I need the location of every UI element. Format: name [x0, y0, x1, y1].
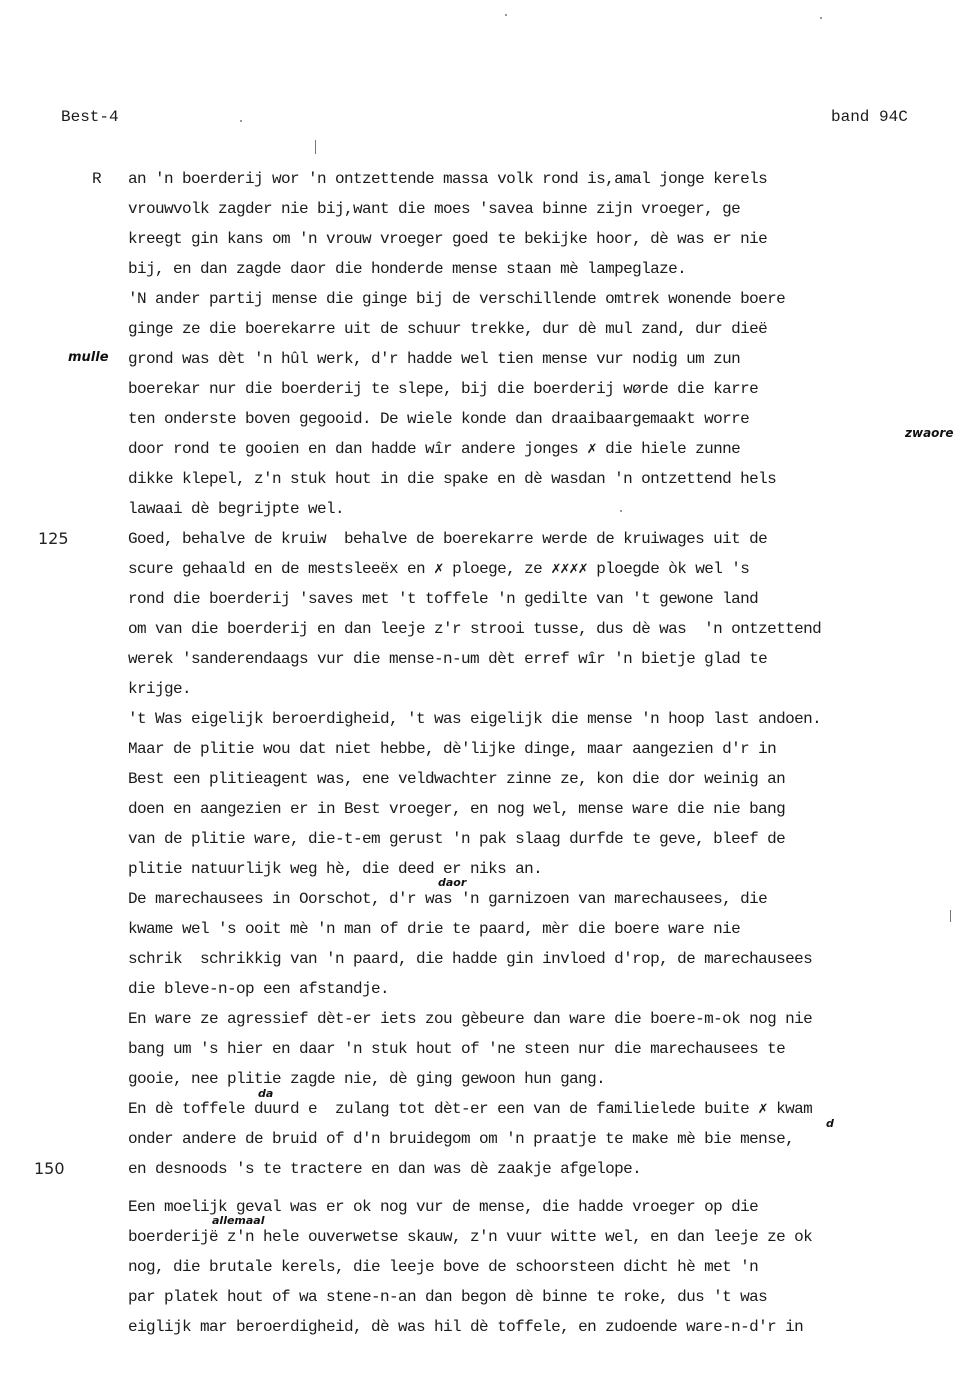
- handwritten-note-d: d: [826, 1117, 834, 1130]
- text-line: kwame wel 's ooit mè 'n man of drie te paard, mèr die boere ware nie: [128, 920, 741, 938]
- text-line: 't Was eigelijk beroerdigheid, 't was eigelijk die mense 'n hoop last andoen.: [128, 710, 822, 728]
- text-line: Maar de plitie wou dat niet hebbe, dè'lijke dinge, maar aangezien d'r in: [128, 740, 777, 758]
- text-line: van de plitie ware, die-t-em gerust 'n pak slaag durfde te geve, bleef de: [128, 830, 786, 848]
- text-line: doen en aangezien er in Best vroeger, en nog wel, mense ware die nie bang: [128, 800, 786, 818]
- text-line: schrik schrikkig van 'n paard, die hadde gin invloed d'rop, de marechausees: [128, 950, 813, 968]
- scan-speck: [315, 140, 316, 154]
- text-line: eiglijk mar beroerdigheid, dè was hil dè toffele, en zudoende ware-n-d'r in: [128, 1318, 804, 1336]
- handwritten-note-mulle: mulle: [68, 350, 109, 365]
- handwritten-note-da: da: [258, 1087, 274, 1100]
- handwritten-note-daor: daor: [438, 876, 467, 889]
- scan-speck: [505, 14, 507, 16]
- scan-speck: [950, 910, 951, 922]
- text-line: an 'n boerderij wor 'n ontzettende massa volk rond is,amal jonge kerels: [128, 170, 768, 188]
- text-line: ginge ze die boerekarre uit de schuur trekke, dur dè mul zand, dur dieë: [128, 320, 768, 338]
- text-line: Best een plitieagent was, ene veldwachter zinne ze, kon die dor weinig an: [128, 770, 786, 788]
- line-number-150: 150: [34, 1159, 65, 1178]
- text-line: grond was dèt 'n hûl werk, d'r hadde wel tien mense vur nodig um zun: [128, 350, 741, 368]
- document-id: Best-4: [61, 108, 119, 126]
- text-line: vrouwvolk zagder nie bij,want die moes 'savea binne zijn vroeger, ge: [128, 200, 741, 218]
- text-line: boerderijë z'n hele ouverwetse skauw, z'n vuur witte wel, en dan leeje ze ok: [128, 1228, 813, 1246]
- text-line: om van die boerderij en dan leeje z'r strooi tusse, dus dè was 'n ontzettend: [128, 620, 822, 638]
- text-line: ten onderste boven gegooid. De wiele konde dan draaibaargemaakt worre: [128, 410, 750, 428]
- line-number-125: 125: [38, 529, 69, 548]
- handwritten-note-zwaore: zwaore: [905, 426, 954, 440]
- text-line: lawaai dè begrijpte wel.: [128, 500, 345, 518]
- text-line: par platek hout of wa stene-n-an dan begon dè binne te roke, dus 't was: [128, 1288, 768, 1306]
- text-line: gooie, nee plitie zagde nie, dè ging gewoon hun gang.: [128, 1070, 606, 1088]
- text-line: bang um 's hier en daar 'n stuk hout of 'ne steen nur die marechausees te: [128, 1040, 786, 1058]
- scan-speck: [240, 120, 242, 122]
- scan-speck: [820, 17, 822, 19]
- scan-speck: [620, 510, 622, 512]
- text-line: De marechausees in Oorschot, d'r was 'n garnizoen van marechausees, die: [128, 890, 768, 908]
- text-line: bij, en dan zagde daor die honderde mense staan mè lampeglaze.: [128, 260, 687, 278]
- text-line: Goed, behalve de kruiw behalve de boerekarre werde de kruiwages uit de: [128, 530, 768, 548]
- text-line: die bleve-n-op een afstandje.: [128, 980, 390, 998]
- tape-label: band 94C: [831, 108, 908, 126]
- text-line: boerekar nur die boerderij te slepe, bij die boerderij wørde die karre: [128, 380, 759, 398]
- handwritten-note-allemaal: allemaal: [212, 1214, 265, 1227]
- text-line: En ware ze agressief dèt-er iets zou gèbeure dan ware die boere-m-ok nog nie: [128, 1010, 813, 1028]
- speaker-marker: R: [92, 170, 102, 188]
- text-line: plitie natuurlijk weg hè, die deed er niks an.: [128, 860, 543, 878]
- text-line: werek 'sanderendaags vur die mense-n-um dèt erref wîr 'n bietje glad te: [128, 650, 768, 668]
- text-line: krijge.: [128, 680, 192, 698]
- text-line: 'N ander partij mense die ginge bij de verschillende omtrek wonende boere: [128, 290, 786, 308]
- text-line: door rond te gooien en dan hadde wîr andere jonges ✗ die hiele zunne: [128, 440, 741, 458]
- text-line: Een moelijk geval was er ok nog vur de mense, die hadde vroeger op die: [128, 1198, 759, 1216]
- text-line: nog, die brutale kerels, die leeje bove de schoorsteen dicht hè met 'n: [128, 1258, 759, 1276]
- text-line: onder andere de bruid of d'n bruidegom om 'n praatje te make mè bie mense,: [128, 1130, 795, 1148]
- text-line: rond die boerderij 'saves met 't toffele 'n gedilte van 't gewone land: [128, 590, 759, 608]
- text-line: en desnoods 's te tractere en dan was dè zaakje afgelope.: [128, 1160, 642, 1178]
- text-line: scure gehaald en de mestsleeëx en ✗ ploege, ze ✗✗✗✗ ploegde òk wel 's: [128, 560, 750, 578]
- text-line: dikke klepel, z'n stuk hout in die spake en dè wasdan 'n ontzettend hels: [128, 470, 777, 488]
- text-line: kreegt gin kans om 'n vrouw vroeger goed te bekijke hoor, dè was er nie: [128, 230, 768, 248]
- text-line: En dè toffele duurd e zulang tot dèt-er een van de familielede buite ✗ kwam: [128, 1100, 813, 1118]
